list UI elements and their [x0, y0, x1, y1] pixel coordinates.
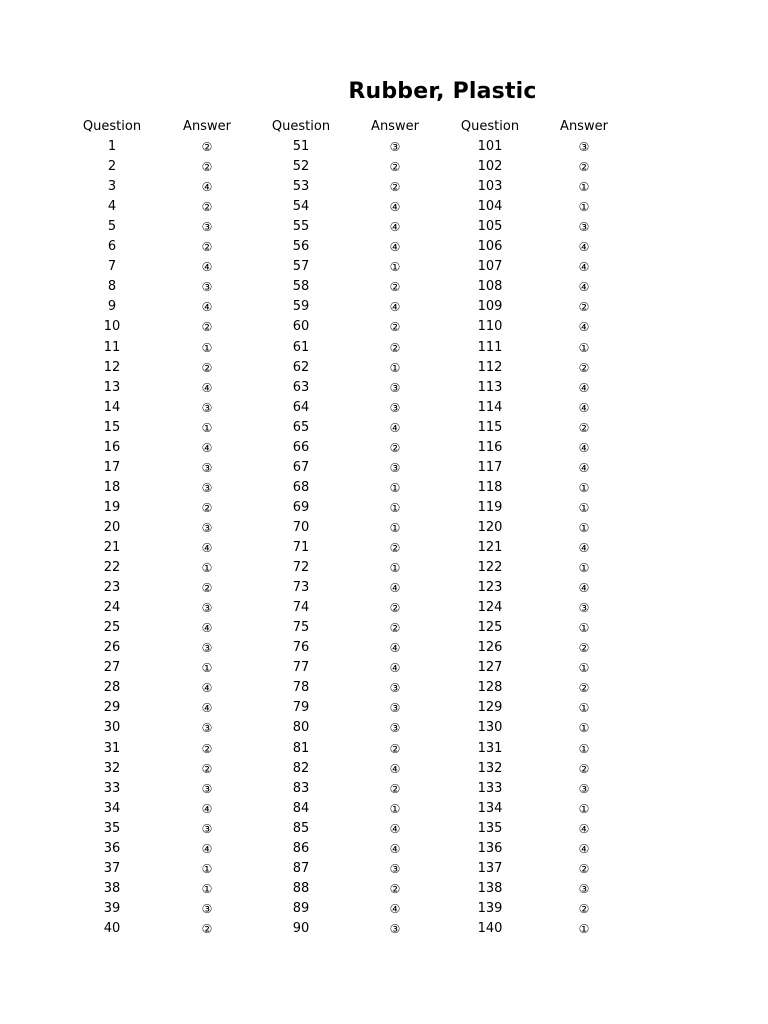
table-row	[0, 519, 768, 539]
question-cell: 102	[477, 159, 503, 175]
question-cell: 34	[103, 800, 121, 816]
table-row	[0, 479, 768, 499]
answer-cell: ①	[578, 200, 590, 215]
question-cell: 139	[477, 900, 503, 916]
table-row	[0, 840, 768, 860]
question-cell: 72	[292, 560, 310, 576]
answer-cell: ②	[201, 200, 213, 215]
answer-cell: ①	[578, 921, 590, 936]
question-cell: 101	[477, 139, 503, 154]
question-cell: 38	[103, 880, 121, 896]
table-row	[0, 258, 768, 278]
question-cell: 79	[292, 700, 310, 716]
answer-cell: ②	[389, 280, 401, 295]
answer-cell: ④	[201, 541, 213, 555]
question-cell: 71	[292, 540, 310, 555]
question-cell: 68	[292, 479, 310, 495]
answer-cell: ②	[201, 761, 213, 776]
question-cell: 13	[103, 379, 121, 395]
question-cell: 112	[477, 359, 503, 375]
answer-cell: ①	[201, 340, 213, 355]
question-cell: 12	[103, 359, 121, 375]
table-row	[0, 860, 768, 880]
answer-cell: ①	[578, 561, 590, 576]
answer-cell: ③	[389, 721, 401, 736]
answer-cell: ③	[389, 701, 401, 716]
answer-cell: ③	[389, 140, 401, 154]
header-question-3: Question	[460, 119, 520, 134]
answer-cell: ③	[201, 220, 213, 235]
question-cell: 129	[477, 700, 503, 716]
table-row	[0, 379, 768, 399]
answer-cell: ④	[201, 681, 213, 696]
question-cell: 86	[292, 840, 310, 856]
question-cell: 14	[103, 399, 121, 415]
answer-cell: ①	[389, 561, 401, 576]
table-row	[0, 920, 768, 940]
question-cell: 37	[103, 860, 121, 876]
answer-cell: ②	[201, 140, 213, 154]
question-cell: 116	[477, 439, 503, 455]
answer-cell: ④	[389, 761, 401, 776]
question-cell: 107	[477, 259, 503, 275]
table-row	[0, 639, 768, 659]
answer-cell: ②	[578, 861, 590, 876]
table-header	[0, 118, 768, 136]
answer-cell: ③	[578, 601, 590, 616]
answer-cell: ④	[201, 701, 213, 716]
header-question-1: Question	[82, 119, 142, 134]
question-cell: 83	[292, 780, 310, 796]
question-cell: 77	[292, 660, 310, 676]
answer-cell: ④	[578, 460, 590, 475]
answer-cell: ①	[578, 741, 590, 756]
answer-cell: ③	[389, 400, 401, 415]
answer-cell: ②	[389, 340, 401, 355]
answer-cell: ②	[389, 541, 401, 555]
table-row	[0, 359, 768, 379]
answer-cell: ④	[201, 380, 213, 395]
question-cell: 109	[477, 299, 503, 315]
answer-cell: ④	[578, 260, 590, 275]
answer-cell: ①	[578, 500, 590, 515]
answer-cell: ②	[578, 901, 590, 916]
answer-cell: ③	[578, 781, 590, 796]
answer-cell: ④	[578, 240, 590, 255]
answer-cell: ①	[578, 621, 590, 636]
table-row	[0, 499, 768, 519]
question-cell: 64	[292, 399, 310, 415]
question-cell: 28	[103, 680, 121, 696]
answer-cell: ①	[578, 520, 590, 535]
question-cell: 114	[477, 399, 503, 415]
answer-cell: ③	[201, 781, 213, 796]
question-cell: 120	[477, 519, 503, 535]
answer-cell: ④	[389, 901, 401, 916]
question-cell: 6	[107, 239, 117, 255]
question-cell: 19	[103, 499, 121, 515]
answer-cell: ①	[201, 561, 213, 576]
question-cell: 57	[292, 259, 310, 275]
answer-cell: ②	[578, 300, 590, 315]
table-row	[0, 659, 768, 679]
answer-cell: ④	[578, 400, 590, 415]
question-cell: 105	[477, 219, 503, 235]
question-cell: 131	[477, 740, 503, 756]
question-cell: 76	[292, 640, 310, 656]
question-cell: 33	[103, 780, 121, 796]
answer-cell: ①	[578, 180, 590, 195]
table-row	[0, 619, 768, 639]
answer-cell: ①	[389, 480, 401, 495]
answer-cell: ②	[389, 160, 401, 175]
answer-cell: ②	[201, 741, 213, 756]
answer-table	[0, 138, 768, 938]
question-cell: 1	[107, 139, 117, 154]
answer-cell: ④	[389, 200, 401, 215]
answer-cell: ④	[201, 841, 213, 856]
question-cell: 75	[292, 620, 310, 636]
answer-cell: ③	[389, 861, 401, 876]
answer-cell: ①	[201, 881, 213, 896]
question-cell: 132	[477, 760, 503, 776]
answer-cell: ④	[389, 841, 401, 856]
table-row	[0, 579, 768, 599]
answer-cell: ③	[201, 460, 213, 475]
answer-cell: ④	[201, 440, 213, 455]
table-row	[0, 138, 768, 158]
answer-cell: ②	[389, 741, 401, 756]
answer-cell: ②	[201, 500, 213, 515]
answer-cell: ④	[578, 440, 590, 455]
answer-cell: ①	[389, 801, 401, 816]
question-cell: 56	[292, 239, 310, 255]
table-row	[0, 459, 768, 479]
question-cell: 74	[292, 600, 310, 616]
question-cell: 81	[292, 740, 310, 756]
question-cell: 113	[477, 379, 503, 395]
question-cell: 63	[292, 379, 310, 395]
question-cell: 78	[292, 680, 310, 696]
question-cell: 123	[477, 580, 503, 596]
table-row	[0, 218, 768, 238]
question-cell: 85	[292, 820, 310, 836]
table-row	[0, 780, 768, 800]
question-cell: 138	[477, 880, 503, 896]
question-cell: 127	[477, 660, 503, 676]
answer-cell: ①	[201, 661, 213, 676]
answer-cell: ④	[201, 180, 213, 195]
table-row	[0, 399, 768, 419]
answer-cell: ③	[578, 881, 590, 896]
question-cell: 80	[292, 720, 310, 736]
table-row	[0, 699, 768, 719]
question-cell: 11	[103, 339, 121, 355]
table-row	[0, 419, 768, 439]
answer-cell: ①	[201, 861, 213, 876]
table-row	[0, 439, 768, 459]
question-cell: 125	[477, 620, 503, 636]
question-cell: 133	[477, 780, 503, 796]
answer-cell: ②	[578, 360, 590, 375]
table-row	[0, 719, 768, 739]
answer-cell: ③	[578, 140, 590, 154]
answer-cell: ④	[389, 220, 401, 235]
question-cell: 103	[477, 179, 503, 195]
question-cell: 119	[477, 499, 503, 515]
question-cell: 26	[103, 640, 121, 656]
answer-cell: ②	[389, 320, 401, 335]
answer-cell: ②	[389, 180, 401, 195]
question-cell: 135	[477, 820, 503, 836]
answer-cell: ④	[389, 240, 401, 255]
question-cell: 16	[103, 439, 121, 455]
table-row	[0, 820, 768, 840]
question-cell: 22	[103, 560, 121, 576]
question-cell: 108	[477, 279, 503, 295]
header-answer-3: Answer	[560, 119, 608, 134]
question-cell: 32	[103, 760, 121, 776]
answer-cell: ④	[389, 821, 401, 836]
question-cell: 104	[477, 199, 503, 215]
question-cell: 21	[103, 540, 121, 555]
question-cell: 52	[292, 159, 310, 175]
answer-cell: ④	[578, 821, 590, 836]
answer-cell: ④	[389, 641, 401, 656]
answer-cell: ③	[201, 721, 213, 736]
answer-cell: ①	[201, 420, 213, 435]
answer-cell: ②	[578, 681, 590, 696]
question-cell: 115	[477, 419, 503, 435]
answer-cell: ④	[201, 260, 213, 275]
question-cell: 58	[292, 279, 310, 295]
question-cell: 4	[107, 199, 117, 215]
question-cell: 36	[103, 840, 121, 856]
question-cell: 89	[292, 900, 310, 916]
answer-cell: ③	[201, 601, 213, 616]
question-cell: 66	[292, 439, 310, 455]
answer-cell: ②	[201, 320, 213, 335]
question-cell: 10	[103, 319, 121, 335]
answer-cell: ④	[578, 541, 590, 555]
question-cell: 39	[103, 900, 121, 916]
page-title: Rubber, Plastic	[348, 79, 537, 104]
question-cell: 35	[103, 820, 121, 836]
question-cell: 15	[103, 419, 121, 435]
answer-cell: ②	[578, 641, 590, 656]
question-cell: 30	[103, 720, 121, 736]
answer-cell: ④	[578, 380, 590, 395]
answer-cell: ④	[201, 300, 213, 315]
answer-cell: ④	[578, 581, 590, 596]
question-cell: 18	[103, 479, 121, 495]
question-cell: 84	[292, 800, 310, 816]
question-cell: 88	[292, 880, 310, 896]
question-cell: 23	[103, 580, 121, 596]
answer-cell: ②	[201, 360, 213, 375]
table-row	[0, 760, 768, 780]
question-cell: 59	[292, 299, 310, 315]
answer-cell: ③	[201, 480, 213, 495]
answer-cell: ①	[578, 480, 590, 495]
question-cell: 17	[103, 459, 121, 475]
question-cell: 54	[292, 199, 310, 215]
table-row	[0, 539, 768, 559]
answer-cell: ①	[389, 360, 401, 375]
answer-cell: ④	[578, 280, 590, 295]
answer-cell: ②	[389, 781, 401, 796]
table-row	[0, 740, 768, 760]
question-cell: 106	[477, 239, 503, 255]
question-cell: 130	[477, 720, 503, 736]
table-row	[0, 158, 768, 178]
table-row	[0, 238, 768, 258]
question-cell: 128	[477, 680, 503, 696]
answer-cell: ②	[389, 601, 401, 616]
question-cell: 2	[107, 159, 117, 175]
question-cell: 60	[292, 319, 310, 335]
table-row	[0, 800, 768, 820]
question-cell: 53	[292, 179, 310, 195]
question-cell: 140	[477, 920, 503, 936]
table-row	[0, 278, 768, 298]
answer-cell: ④	[201, 621, 213, 636]
table-row	[0, 559, 768, 579]
table-row	[0, 880, 768, 900]
question-cell: 65	[292, 419, 310, 435]
answer-cell: ②	[578, 160, 590, 175]
answer-cell: ③	[201, 520, 213, 535]
answer-cell: ①	[389, 500, 401, 515]
question-cell: 9	[107, 299, 117, 315]
answer-cell: ①	[578, 801, 590, 816]
question-cell: 24	[103, 600, 121, 616]
answer-cell: ③	[201, 641, 213, 656]
answer-cell: ②	[201, 240, 213, 255]
header-question-2: Question	[271, 119, 331, 134]
table-row	[0, 178, 768, 198]
question-cell: 111	[477, 339, 503, 355]
answer-cell: ②	[578, 761, 590, 776]
question-cell: 67	[292, 459, 310, 475]
question-cell: 61	[292, 339, 310, 355]
question-cell: 122	[477, 560, 503, 576]
question-cell: 55	[292, 219, 310, 235]
answer-cell: ③	[578, 220, 590, 235]
answer-cell: ②	[389, 621, 401, 636]
question-cell: 31	[103, 740, 121, 756]
question-cell: 69	[292, 499, 310, 515]
table-row	[0, 198, 768, 218]
question-cell: 137	[477, 860, 503, 876]
answer-cell: ②	[389, 440, 401, 455]
question-cell: 20	[103, 519, 121, 535]
question-cell: 70	[292, 519, 310, 535]
answer-cell: ③	[389, 681, 401, 696]
answer-cell: ①	[578, 340, 590, 355]
question-cell: 87	[292, 860, 310, 876]
question-cell: 121	[477, 540, 503, 555]
question-cell: 124	[477, 600, 503, 616]
answer-cell: ③	[201, 400, 213, 415]
question-cell: 90	[292, 920, 310, 936]
table-row	[0, 599, 768, 619]
question-cell: 29	[103, 700, 121, 716]
table-row	[0, 318, 768, 338]
answer-cell: ①	[578, 701, 590, 716]
answer-cell: ④	[389, 300, 401, 315]
header-answer-2: Answer	[371, 119, 419, 134]
answer-cell: ④	[389, 420, 401, 435]
question-cell: 7	[107, 259, 117, 275]
answer-cell: ④	[389, 661, 401, 676]
question-cell: 5	[107, 219, 117, 235]
question-cell: 82	[292, 760, 310, 776]
question-cell: 110	[477, 319, 503, 335]
answer-cell: ③	[201, 901, 213, 916]
answer-cell: ③	[201, 280, 213, 295]
answer-cell: ①	[578, 661, 590, 676]
answer-cell: ②	[201, 921, 213, 936]
answer-cell: ②	[201, 581, 213, 596]
question-cell: 3	[107, 179, 117, 195]
question-cell: 126	[477, 640, 503, 656]
answer-cell: ①	[389, 520, 401, 535]
table-row	[0, 900, 768, 920]
answer-cell: ③	[389, 380, 401, 395]
question-cell: 136	[477, 840, 503, 856]
answer-cell: ①	[389, 260, 401, 275]
answer-cell: ③	[389, 921, 401, 936]
question-cell: 40	[103, 920, 121, 936]
question-cell: 73	[292, 580, 310, 596]
question-cell: 134	[477, 800, 503, 816]
question-cell: 117	[477, 459, 503, 475]
table-row	[0, 298, 768, 318]
question-cell: 25	[103, 620, 121, 636]
header-answer-1: Answer	[183, 119, 231, 134]
answer-cell: ③	[201, 821, 213, 836]
answer-cell: ②	[201, 160, 213, 175]
answer-cell: ④	[578, 320, 590, 335]
question-cell: 118	[477, 479, 503, 495]
question-cell: 51	[292, 139, 310, 154]
question-cell: 8	[107, 279, 117, 295]
question-cell: 27	[103, 660, 121, 676]
answer-cell: ②	[578, 420, 590, 435]
answer-cell: ③	[389, 460, 401, 475]
answer-cell: ④	[578, 841, 590, 856]
table-row	[0, 679, 768, 699]
question-cell: 62	[292, 359, 310, 375]
table-row	[0, 339, 768, 359]
answer-cell: ④	[389, 581, 401, 596]
answer-cell: ①	[578, 721, 590, 736]
answer-cell: ②	[389, 881, 401, 896]
answer-cell: ④	[201, 801, 213, 816]
